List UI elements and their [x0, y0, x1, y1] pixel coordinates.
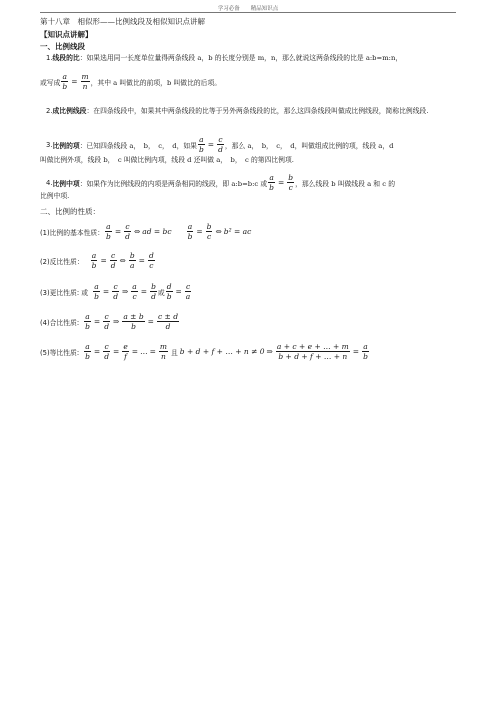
fraction-m-over-n: $\frac{m}{n}$ [81, 72, 89, 91]
term-proportion-terms: 比例的项 [52, 141, 80, 150]
ratio-form-line: 或写成 $\frac{a}{b}$ = $\frac{m}{n}$ ，其中 a 叫做比的前项，b 叫做比的后项。 [40, 72, 222, 91]
property-equal-ratios: (5)等比性质: $\frac{a}{b}$ = $\frac{c}{d}$ = $\frac{e}{f}$ = … = $\frac{m}{n}$ 且 b + d + f + … + n ≠ 0 ⇒ $\frac{a + c + e + \dots + m}{b + d + f + \dots + n}$ = $\frac{a}{b}$ [40, 342, 368, 361]
knowledge-heading: 【知识点讲解】 [40, 30, 93, 39]
section-1-heading: 一、比例线段 [40, 42, 85, 51]
term-mean-proportional: 比例中项 [52, 179, 80, 188]
property-inverse: (2)反比性质： $\frac{a}{b}$ = $\frac{c}{d}$ ⇔ $\frac{b}{a}$ = $\frac{d}{c}$ [40, 251, 154, 270]
property-basic: (1)比例的基本性质： $\frac{a}{b}$ = $\frac{c}{d}$ ⇔ ad = bc $\frac{a}{b}$ = $\frac{b}{c}$ ⇔ b² = ac [40, 222, 252, 241]
paragraph-proportional-segments: 2.成比例线段：在四条线段中，如果其中两条线段的比等于另外两条线段的比，那么这四条线段叫做成比例线段，简称比例线段. [46, 107, 429, 115]
term-proportional-segments: 成比例线段 [52, 107, 87, 115]
header-divider [40, 12, 456, 13]
paragraph-mean-proportional-cont: 比例中项. [40, 192, 70, 200]
paragraph-proportion-terms: 3. 比例的项 ：已知四条线段 a， b， c， d，如果 $\frac{a}{b}$ = $\frac{c}{d}$ ，那么 a， b， c， d，叫做组成比例的项，线段 a，d [46, 135, 394, 154]
page-header: 学习必备 精品知识点 [217, 6, 279, 12]
fraction-a-over-b: $\frac{a}{b}$ [62, 72, 68, 91]
property-alternation: (3)更比性质: 或 $\frac{a}{b}$ = $\frac{c}{d}$ ⇒ $\frac{a}{c}$ = $\frac{b}{d}$ 或 $\frac{d}{b}$ = $\frac{c}{a}$ [40, 282, 191, 301]
paragraph-segment-ratio: 1.线段的比：如果选用同一长度单位量得两条线段 a，b 的长度分别是 m，n，那么就说这两条线段的比是 a:b=m:n， [46, 54, 403, 62]
paragraph-mean-proportional: 4. 比例中项 ：如果作为比例线段的内项是两条相同的线段，即 a:b=b:c 或 $\frac{a}{b}$ = $\frac{b}{c}$ ，那么线段 b 叫做线段 a 和 c 的 [46, 173, 396, 192]
term-segment-ratio: 线段的比 [52, 54, 80, 62]
section-2-heading: 二、比例的性质： [40, 207, 100, 216]
paragraph-proportion-terms-cont: 叫做比例外项，线段 b， c 叫做比例内项，线段 d 还叫做 a， b， c 的第四比例项. [40, 156, 294, 164]
property-componendo: (4)合比性质: $\frac{a}{b}$ = $\frac{c}{d}$ ⇒ $\frac{a \pm b}{b}$ = $\frac{c \pm d}{d}$ [40, 312, 179, 331]
document-title: 第十八章 相似形——比例线段及相似知识点讲解 [40, 17, 205, 26]
